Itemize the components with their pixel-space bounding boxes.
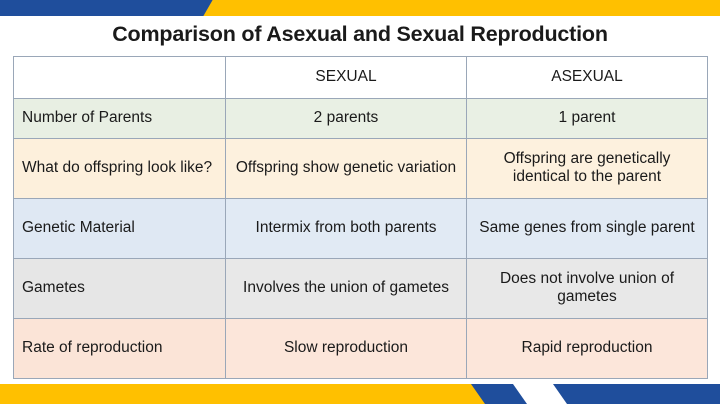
row-label-genetic-material: Genetic Material: [14, 199, 226, 259]
cell-sexual-offspring-appearance: Offspring show genetic variation: [226, 139, 467, 199]
row-label-offspring-appearance: What do offspring look like?: [14, 139, 226, 199]
table-row: [14, 199, 708, 259]
row-label-gametes: Gametes: [14, 259, 226, 319]
cell-sexual-gametes: Involves the union of gametes: [226, 259, 467, 319]
cell-asexual-genetic-material: Same genes from single parent: [467, 199, 708, 259]
decor-bottom-yellow-wedge: [448, 384, 506, 404]
comparison-table: [13, 56, 708, 379]
table-row: [14, 319, 708, 379]
cell-sexual-rate-of-reproduction: Slow reproduction: [226, 319, 467, 379]
row-label-rate-of-reproduction: Rate of reproduction: [14, 319, 226, 379]
decor-top-yellow-wedge: [203, 0, 252, 16]
page-title: Comparison of Asexual and Sexual Reproduction: [112, 22, 608, 46]
cell-sexual-genetic-material: Intermix from both parents: [226, 199, 467, 259]
decor-bottom-yellow-band: [0, 384, 470, 404]
table-row: [14, 99, 708, 139]
cell-asexual-offspring-appearance: Offspring are genetically identical to the parent: [467, 139, 708, 199]
header-cell-asexual: ASEXUAL: [467, 57, 708, 99]
decor-top-left-blue-band: [0, 0, 236, 16]
decor-top-yellow-band: [232, 0, 720, 16]
row-label-number-of-parents: Number of Parents: [14, 99, 226, 139]
cell-asexual-number-of-parents: 1 parent: [467, 99, 708, 139]
decor-bottom-white-notch: [513, 384, 567, 404]
table-row: [14, 259, 708, 319]
header-cell-sexual: SEXUAL: [226, 57, 467, 99]
cell-sexual-number-of-parents: 2 parents: [226, 99, 467, 139]
header-cell-blank: [14, 57, 226, 99]
cell-asexual-rate-of-reproduction: Rapid reproduction: [467, 319, 708, 379]
table-header-row: [14, 57, 708, 99]
table-row: [14, 139, 708, 199]
decor-bottom-blue-band: [492, 384, 720, 404]
decor-bottom-blue-wedge: [471, 384, 525, 404]
cell-asexual-gametes: Does not involve union of gametes: [467, 259, 708, 319]
comparison-table-container: [13, 56, 707, 379]
